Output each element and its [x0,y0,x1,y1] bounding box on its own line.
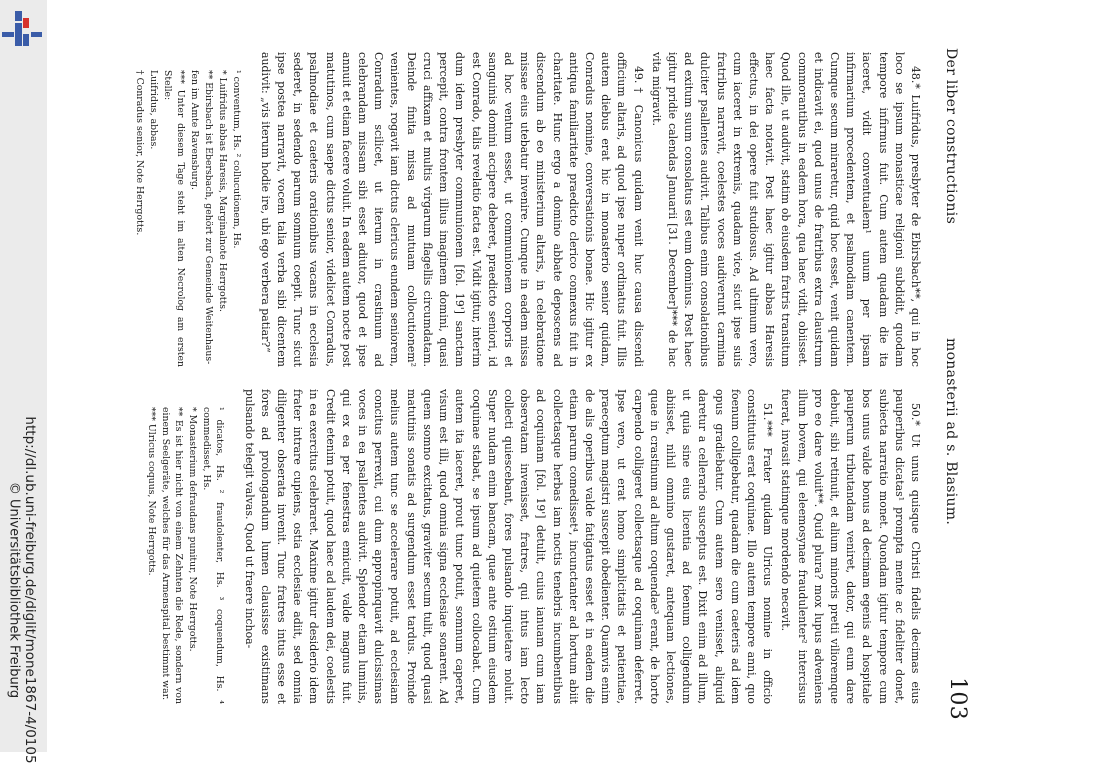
footnote-separator [242,52,254,367]
footnote: *** Ulricus coquus, Note Herrgotts. [145,407,157,576]
page-number: 103 [944,677,970,720]
footnote: ¹ dicatos, Hs. ² fraudolenter, Hs. ³ coquendum, Hs. ⁴ commedisset, Hs. [200,407,225,704]
running-head-left: Der liber constructionis [942,48,959,225]
footnote: ** Es ist hier nicht von einem Zehnten die Rede, sondern von einem Seelgeräte, welches für das Armenspital bestimmt war. [159,407,184,704]
copyright-notice: © Universitätsbibliothek Freiburg [6,481,22,699]
footnote: * Luifridus abbas Haresis, Marginalnote Herrgotts. [216,70,228,312]
running-head-right: monasterii ad s. Blasium. [942,338,959,526]
footnote: * Monasterium defraudans punitur, Note Herrgotts. [186,407,198,652]
paragraph: 51.*** Frater quidam Ulricus nomine in officio constitutus erat coquinae. Illo autem tempore anni, quo foenum colligebatur, quadam die cum caeteris ad idem opus gradiebatur. Cum autem sero venisset, aliquid daretur a cellerario susceptus est. Dixit enim ad illum, ut quia sine eius licentia ad foenum colligendum abiisset, nihil omnino gustaret, antequam lectiones, quae in crastinum ad altum coquendae³ erant, de horto carpendo colligeret collectasque ad coquinam deferret. Ipse vero, ut erat homo simplicitatis et patientiae, praeceptum magistri suscepit obedienter. Quamvis enim de alis operibus valde fatigatus esset et in eadem die etiam parum comedisset⁴, incunctanter ad hortum abiit collectasque herbas iam noctis tenebris incumbentibus ad coquinam [fol. 19'] detulit, cuius ianuam cum iam observatam invenisset, fratres, qui intus iam lecto collecti quiescebant, fores pulsando inquietare noluit. Super nudam enim bancam, quae ante ostium eiusdem coquinae stabat, se ipsum ad quietem collocabat. Cum autem ita iaceret, prout tunc potuit, somnum caperet, visum est illi, quod omnia signa ecclesiae sonarent. Ad quem somno excitatus, graviter secum tulit, quod quasi matutinis sonatis ad surgendum esset tardus. Proinde melius autem tunc se accelerare potuit, ad ecclesiam concitus perrexit, cui dum appropinquavit dulcissimas voces in ea psallentes audivit. Splendor etiam luminis, qui ex ea per fenestras emicuit, valde magnus fuit. Credit etenim potuit, quod haec ad laudem dei, coelestis in ea exercitus celebraret. Maxime igitur desiderio idem frater intrare cupiens, ostia ecclesiae adiit, sed omnia diligenter obserata invenit. Tunc fratres intus esse et fores ad prolongandum lumen clausisse existimans pulsando telegit valvas. Quod ut fraere inchoa- [242,389,774,704]
footnote: *** Unter diesem Tage steht im alten Necrolog am ersten Stelle: [161,70,186,367]
viewer-sidebar [0,0,47,764]
footnote: Luifridus, abbas. [147,70,159,150]
left-column [133,52,923,367]
footnote: † Conradus senior, Note Herrgotts. [133,70,145,236]
scanned-page-viewport [48,0,1093,752]
footnote: ¹ conventum, Hs. ² collucutionem, Hs. [230,70,242,249]
footnote: fen im Amte Ravensburg. [188,70,200,190]
footnote: ** Ebirsbach ist Ebersbach, gehört zur Gemeinde Weitenhaus- [202,70,214,365]
paragraph: 50.* Ut unus quisque Christi fidelis decimas eius pauperibus dicatas¹ prompta mente ac fideliter donet, subiecta narratio monet. Quondam igitur tempore cum bos unus valde bonus ad decimam egenis ad hospitale pauperum tributandam veniret, dator, qui eum dare debuit, sibi retinuit, et alium minoris pretii vilioremque pro eo dare voluit**. Quid plura? mox lupus adveniens illum bovem, qui eleemosynae fraudulenter² intercisus fuerat, invasit statimque mordendo necavit. [778,389,922,704]
source-url[interactable]: http://dl.ub.uni-freiburg.de/diglit/mone1867-4/0105 [21,416,38,764]
paragraph: 48.* Luifridus, presbyter de Ebirsbach**, qui in hoc loco se ipsum monasticae religioni subdidit, quodam tempore infirmus fuit. Cum autem quadam die ita iaceret, vidit conventualem¹ unum per ipsam infirmarium procedentem, et psalmodiam canentem. Cumque secum miraretur, quid hoc esset, venit quidam et indicavit ei, quod unus de fratribus extra claustrum commorantibus in eadem hora, qua haec vidit, obiisset. Quod ille, ut audivit, statim ob eiusdem fratris transitum haec facta notavit. Post haec igitur abbas Haresis effectus, in dei opere fuit studiosus. Ad ultimum vero, cum iaceret in extremis, quadam vice, sicut ipse suis fratribus narravit, coelestes voces audiverunt carmina dulciter psallentes audivit. Talibus enim consolationibus ad exitum suum consolatus est eum dominus. Post haec igitur pridie calendas Januarii [31. December]*** de hac vita migravit. [649,52,922,367]
scanned-page [133,16,981,736]
footnote-separator [226,389,238,704]
paragraph: 49.† Canonicus quidam venit huc causa discendi officium altaris, ad quod ipse nuper ordinatus fuit. Illis autem diebus erat hic in monasterio senior quidam, Conradus nomine, conversationis bonae. Hic igitur ex antiqua familiaritate praedicto clerico connexus fuit in charitate. Hunc ergo a domino abbate deposcens ad discendum ab eo ministerium altaris, in celebratione missae eius utebatur invenire. Cumque in eadem missa ad hoc ventum esset, ut communionem corporis et sanguinis domini accipere deberet, praedicto seniori, id est Conrado, talis revelatio facta est. Vidit igitur, interim dum idem presbyter communionem [fol. 19'] sanctam percepit, contra frontem illius imaginem domini, quasi cruci affixam et multis virgarum flagellis circumdatam. Deinde finita missa ad mutuam collocutionem² venientes, rogavit iam dictus clericus eundem seniorem, Conradum scilicet, ut iterum in crastinum ad celebrandam missam sibi esset adiutor, quod et ipse annuit et etiam facere voluit. In eadem autem nocte post matutinos, cum saepe dictus senior, videlicet Conradus, psalmodiae et caeteris orationibus vacans in ecclesia sederet, in sedendo parum somnum coepit. Tunc sicut ipse postea narravit, vocem talia verba sibi dicentem audivit: „vis iterum hodie ire, ubi ego verbera patiar?“ [258,52,645,367]
right-column [145,389,923,704]
page-header [939,48,970,720]
library-logo-icon [2,8,42,48]
